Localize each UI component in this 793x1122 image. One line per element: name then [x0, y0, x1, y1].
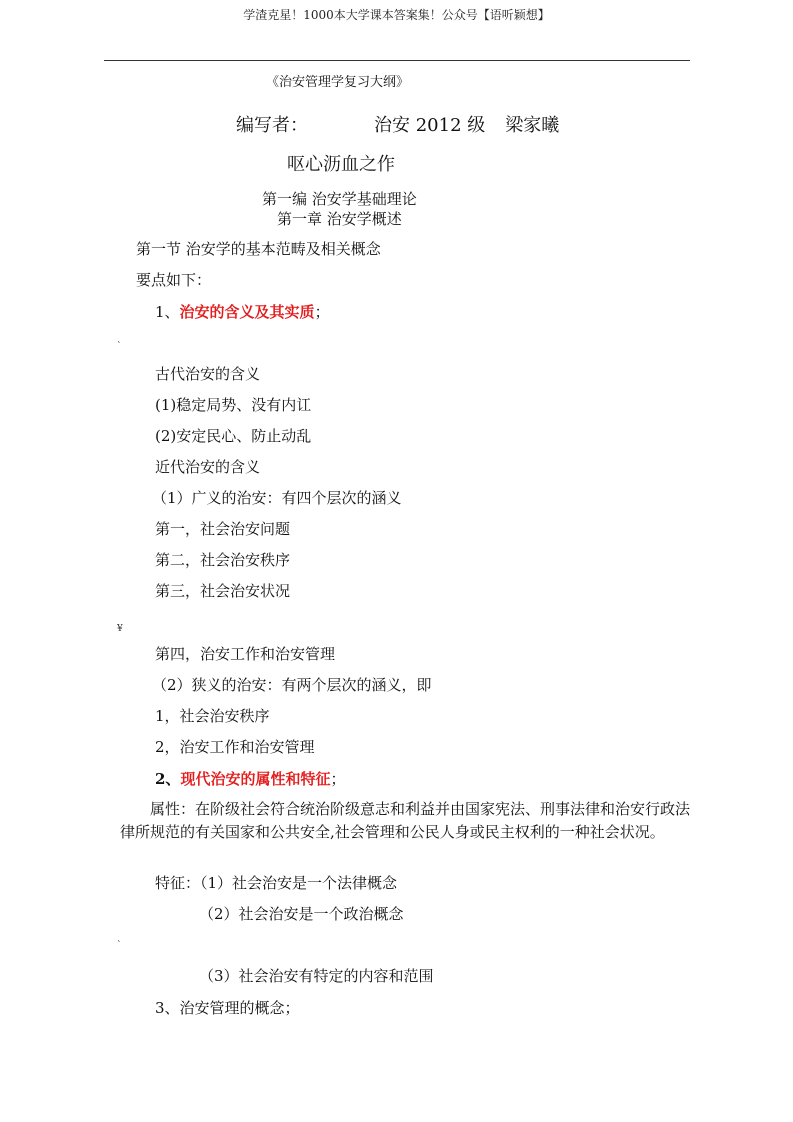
broad-heading: （1）广义的治安：有四个层次的涵义	[152, 489, 402, 507]
section-title: 第一节 治安学的基本范畴及相关概念	[136, 240, 381, 258]
point-1-text: 治安的含义及其实质	[179, 303, 315, 321]
ancient-heading: 古代治安的含义	[155, 365, 261, 383]
point-1-number: 1、	[155, 303, 180, 321]
narrow-item-2: 2，治安工作和治安管理	[155, 738, 315, 756]
narrow-heading: （2）狭义的治安：有两个层次的涵义，即	[152, 676, 432, 694]
author-label: 编写者：	[236, 115, 308, 136]
author-class: 治安 2012 级	[374, 115, 486, 136]
document-title: 《治安管理学复习大纲》	[266, 75, 410, 90]
feature-1: 特征：（1）社会治安是一个法律概念	[155, 874, 398, 892]
broad-item-4: 第四，治安工作和治安管理	[155, 645, 336, 663]
feature-2: （2）社会治安是一个政治概念	[199, 905, 404, 923]
stray-mark-3: `	[117, 941, 122, 951]
stray-mark-1: `	[117, 342, 122, 352]
point-1-heading	[155, 301, 330, 322]
point-3-heading: 3、治安管理的概念；	[155, 999, 300, 1017]
chapter-title: 第一章 治安学概述	[277, 210, 402, 228]
modern-heading: 近代治安的含义	[155, 458, 261, 476]
author-name: 梁家曦	[505, 115, 560, 136]
attribute-paragraph: 属性：在阶级社会符合统治阶级意志和利益并由国家宪法、刑事法律和治安行政法律所规范的有关国家和公共安全,社会管理和公民人身或民主权利的一种社会状况。	[120, 800, 691, 841]
header-note: 学渣克星！1000本大学课本答案集！公众号【语听颖想】	[243, 8, 550, 22]
feature-3: （3）社会治安有特定的内容和范围	[199, 967, 434, 985]
ancient-item-1: (1)稳定局势、没有内讧	[155, 396, 312, 414]
header-rule	[104, 60, 690, 61]
point-2-heading	[155, 768, 345, 789]
point-2-text: 现代治安的属性和特征	[180, 770, 331, 788]
broad-item-3: 第三，社会治安状况	[155, 582, 291, 600]
broad-item-2: 第二，社会治安秩序	[155, 551, 291, 569]
stray-mark-2: ¥	[117, 624, 123, 634]
point-2-tail: ；	[330, 770, 346, 788]
broad-item-1: 第一，社会治安问题	[155, 520, 291, 538]
point-2-number: 2、	[155, 770, 181, 788]
motto: 呕心沥血之作	[287, 154, 395, 175]
author-line	[236, 111, 559, 137]
part-title: 第一编 治安学基础理论	[262, 190, 417, 208]
narrow-item-1: 1，社会治安秩序	[155, 707, 270, 725]
point-1-tail: ；	[314, 303, 330, 321]
key-points-label: 要点如下：	[136, 271, 212, 289]
ancient-item-2: (2)安定民心、防止动乱	[155, 427, 312, 445]
